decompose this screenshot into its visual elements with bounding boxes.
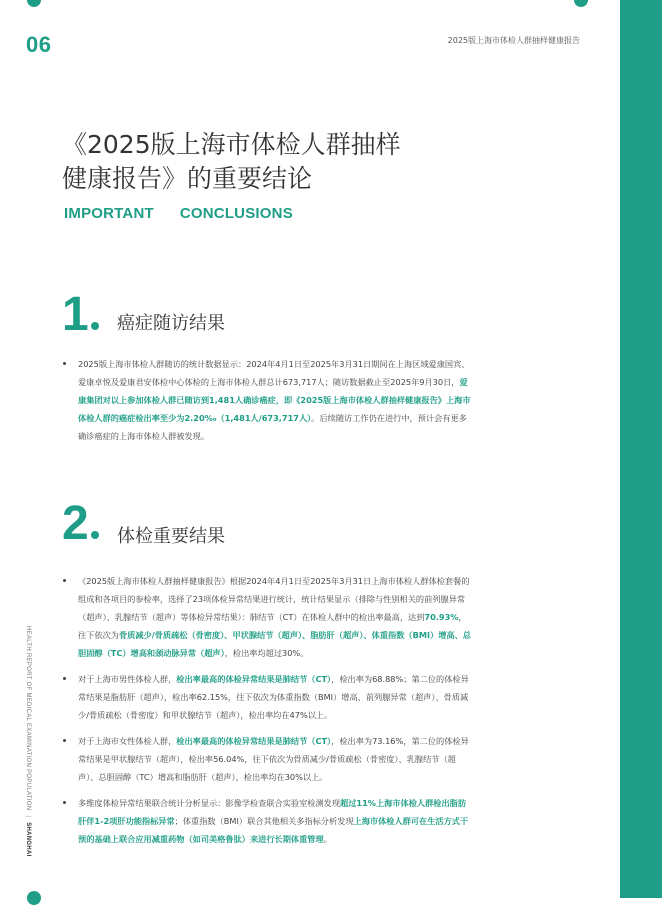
list-item xyxy=(62,355,474,445)
bullet-text: ，往下依次为 xyxy=(78,612,467,640)
top-right-dot xyxy=(574,0,588,7)
bullet-text: 。后续随访工作仍在进行中，预计会有更多确诊癌症的上海市体检人群被发现。 xyxy=(78,413,467,441)
side-caption-separator: | xyxy=(25,815,31,818)
bottom-left-dot xyxy=(27,891,41,905)
section2-number xyxy=(62,497,99,550)
top-left-dot xyxy=(27,0,41,7)
section1-number-dot xyxy=(91,322,99,330)
bullet-text: ，检出率均超过30%。 xyxy=(224,648,309,658)
bullet-text: 。 xyxy=(323,834,332,844)
list-item xyxy=(62,572,474,662)
bullet-text: ；体重指数（BMI）联合其他相关多指标分析发现 xyxy=(174,816,354,826)
bullet-text: 对于上海市男性体检人群， xyxy=(78,674,177,684)
bullet-highlight: 骨质减少/骨质疏松（骨密度）、甲状腺结节（超声）、脂肪肝（超声）、体重指数（BMI）增高、总胆固醇（TC）增高和颈动脉异常（超声） xyxy=(78,630,471,658)
section2-bullet-list xyxy=(62,572,474,856)
subtitle-conclusions: CONCLUSIONS xyxy=(179,205,293,222)
bullet-highlight: 超过11%上海市体检人群检出脂肪肝伴1-2项肝功能指标异常 xyxy=(78,798,467,826)
bullet-highlight: 检出率最高的体检异常结果是肺结节（CT） xyxy=(176,736,332,746)
right-accent-bar xyxy=(620,0,662,898)
page-title-line1: 《2025版上海市体检人群抽样 xyxy=(62,130,401,159)
list-item xyxy=(62,794,474,848)
bullet-text: ，检出率为73.16%，第二位的体检异常结果是甲状腺结节（超声），检出率56.04%，往下依次为骨质减少/骨质疏松（骨密度）、乳腺结节（超声）、总胆固醇（TC）增高和脂肪肝（超声），检出率均在30%以上。 xyxy=(78,736,469,782)
section2-heading: 体检重要结果 xyxy=(117,526,225,547)
bullet-highlight: 检出率最高的体检异常结果是肺结节（CT） xyxy=(176,674,332,684)
bullet-text: 对于上海市女性体检人群， xyxy=(78,736,177,746)
bullet-text: ，检出率为68.88%；第二位的体检异常结果是脂肪肝（超声），检出率62.15%，往下依次为体重指数（BMI）增高、前列腺异常（超声）、骨质减少/骨质疏松（骨密度）和甲状腺结节（超声），检出率均在47%以上。 xyxy=(78,674,469,720)
side-caption-text: HEALTH REPORT OF MEDICAL EXAMINATION POPULATION xyxy=(25,626,31,811)
bullet-highlight: 70.93% xyxy=(424,612,459,622)
side-caption-city: SHANGHAI xyxy=(25,822,31,857)
section1-bullet-list xyxy=(62,355,474,453)
page-title xyxy=(62,128,401,196)
section1-heading: 癌症随访结果 xyxy=(117,313,225,334)
bullet-text: 《2025版上海市体检人群抽样健康报告》根据2024年4月1日至2025年3月31日上海市体检人群体检套餐的组成和各项目的参检率，选择了23项体检异常结果进行统计，统计结果显示（排除与性别相关的前列腺异常（超声）、乳腺结节（超声）等体检异常结果）：肺结节（CT）在体检人群中的检出率最高，达到 xyxy=(78,576,470,622)
section2-number-dot xyxy=(91,531,99,539)
english-subtitle xyxy=(64,205,293,222)
page-title-line2: 健康报告》的重要结论 xyxy=(62,164,313,193)
section2-number-text: 2 xyxy=(62,497,89,550)
page-number: 06 xyxy=(26,32,52,57)
subtitle-important: IMPORTANT xyxy=(64,205,154,222)
bullet-text: 多维度体检异常结果联合统计分析显示：影像学检查联合实验室检测发现 xyxy=(78,798,341,808)
section1-number-text: 1 xyxy=(62,288,89,341)
side-vertical-caption xyxy=(25,626,31,857)
report-header-title: 2025版上海市体检人群抽样健康报告 xyxy=(447,36,580,45)
section1-number xyxy=(62,288,99,341)
bullet-highlight: 上海市体检人群可在生活方式干预的基础上联合应用减重药物（如司美格鲁肽）来进行长期体重管理 xyxy=(78,816,469,844)
bullet-text: 2025版上海市体检人群随访的统计数据显示：2024年4月1日至2025年3月31日期间在上海区域爱康国宾、爱康卓悦及爱康君安体检中心体检的上海市体检人群总计673,717人；随访数据截止至2025年9月30日， xyxy=(78,359,470,387)
list-item xyxy=(62,732,474,786)
list-item xyxy=(62,670,474,724)
bullet-highlight: 爱康集团对以上参加体检人群已随访到1,481人确诊癌症，即《2025版上海市体检人群抽样健康报告》上海市体检人群的癌症检出率至少为2.20‰（1,481人/673,717人） xyxy=(78,377,471,423)
